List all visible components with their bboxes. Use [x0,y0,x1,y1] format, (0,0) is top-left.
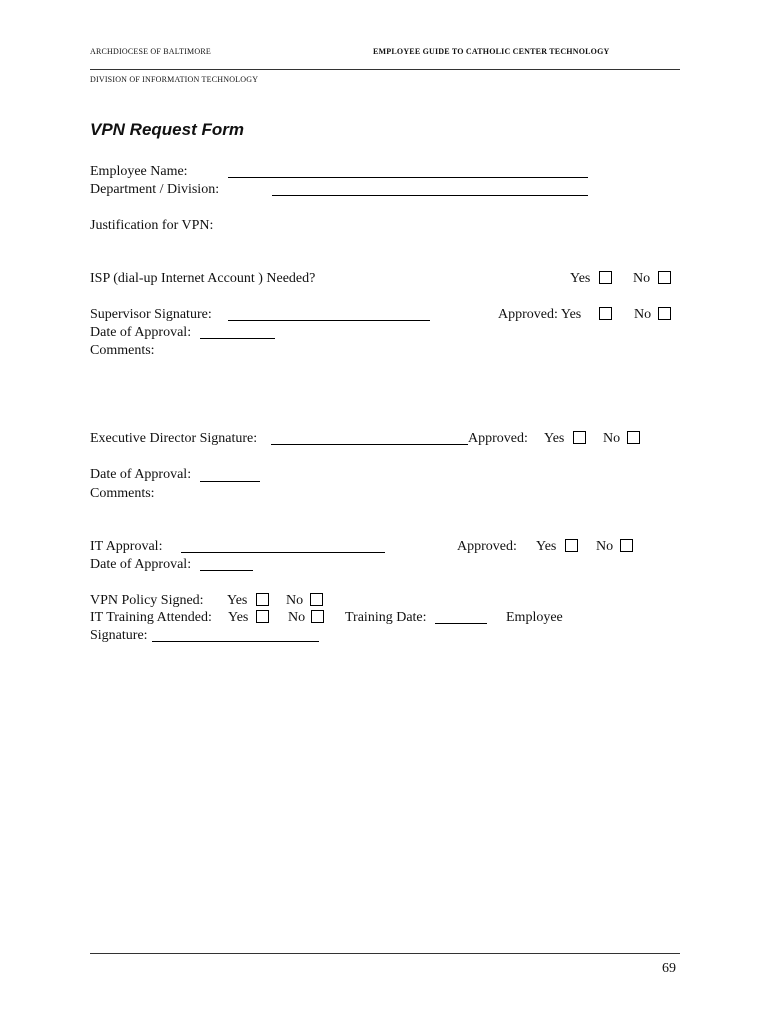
supervisor-signature-label: Supervisor Signature: [90,307,212,322]
supervisor-date-label: Date of Approval: [90,325,192,340]
department-field[interactable] [272,195,588,196]
header-guide-text: EMPLOYEE GUIDE TO CATHOLIC CENTER TECHNOLOGY [373,47,610,56]
it-date-field[interactable] [200,570,253,571]
exec-director-label: Executive Director Signature: [90,431,258,446]
it-training-no-checkbox[interactable] [311,610,324,623]
it-approval-label: IT Approval: [90,539,163,554]
vpn-policy-no-label: No [286,593,304,608]
it-training-no-label: No [288,610,306,625]
supervisor-comments-label: Comments: [90,343,155,358]
header-org-text: ARCHDIOCESE OF BALTIMORE [90,47,211,56]
vpn-policy-no-checkbox[interactable] [310,593,323,606]
header-division [90,75,258,84]
vpn-policy-label: VPN Policy Signed: [90,593,204,608]
it-date-label: Date of Approval: [90,557,192,572]
exec-yes-label: Yes [544,431,565,446]
department-label: Department / Division: [90,182,220,197]
it-approved-yes-checkbox[interactable] [565,539,578,552]
isp-label: ISP (dial-up Internet Account ) Needed? [90,271,316,286]
isp-no-label: No [633,271,651,286]
vpn-policy-yes-checkbox[interactable] [256,593,269,606]
exec-approved-label: Approved: [468,431,528,446]
supervisor-approved-no-checkbox[interactable] [658,307,671,320]
employee-signature-field[interactable] [152,641,319,642]
supervisor-approved-label: Approved: Yes [498,307,582,322]
exec-date-field[interactable] [200,481,260,482]
supervisor-date-field[interactable] [200,338,275,339]
isp-yes-label: Yes [570,271,591,286]
employee-name-field[interactable] [228,177,588,178]
training-date-field[interactable] [435,623,487,624]
header-rule [90,69,680,70]
header-division-text: DIVISION OF INFORMATION TECHNOLOGY [90,75,259,84]
exec-approved-yes-checkbox[interactable] [573,431,586,444]
it-approval-field[interactable] [181,552,385,553]
justification-label: Justification for VPN: [90,218,214,233]
training-date-label: Training Date: [345,610,427,625]
it-approved-no-checkbox[interactable] [620,539,633,552]
exec-date-label: Date of Approval: [90,467,192,482]
it-training-label: IT Training Attended: [90,610,212,625]
page-number: 69 [662,961,676,976]
it-yes-label: Yes [536,539,557,554]
form-title: VPN Request Form [90,120,244,139]
supervisor-approved-yes-checkbox[interactable] [599,307,612,320]
employee-label: Employee [506,610,563,625]
header-guide [373,47,609,56]
exec-director-signature-field[interactable] [271,444,468,445]
exec-approved-no-checkbox[interactable] [627,431,640,444]
isp-no-checkbox[interactable] [658,271,671,284]
it-no-label: No [596,539,614,554]
signature-label: Signature: [90,628,148,643]
vpn-policy-yes-label: Yes [227,593,248,608]
isp-yes-checkbox[interactable] [599,271,612,284]
it-training-yes-checkbox[interactable] [256,610,269,623]
header-org [90,47,211,56]
exec-comments-label: Comments: [90,486,155,501]
supervisor-no-label: No [634,307,652,322]
it-approved-label: Approved: [457,539,517,554]
exec-no-label: No [603,431,621,446]
it-training-yes-label: Yes [228,610,249,625]
employee-name-label: Employee Name: [90,164,188,179]
footer-rule [90,953,680,954]
supervisor-signature-field[interactable] [228,320,430,321]
